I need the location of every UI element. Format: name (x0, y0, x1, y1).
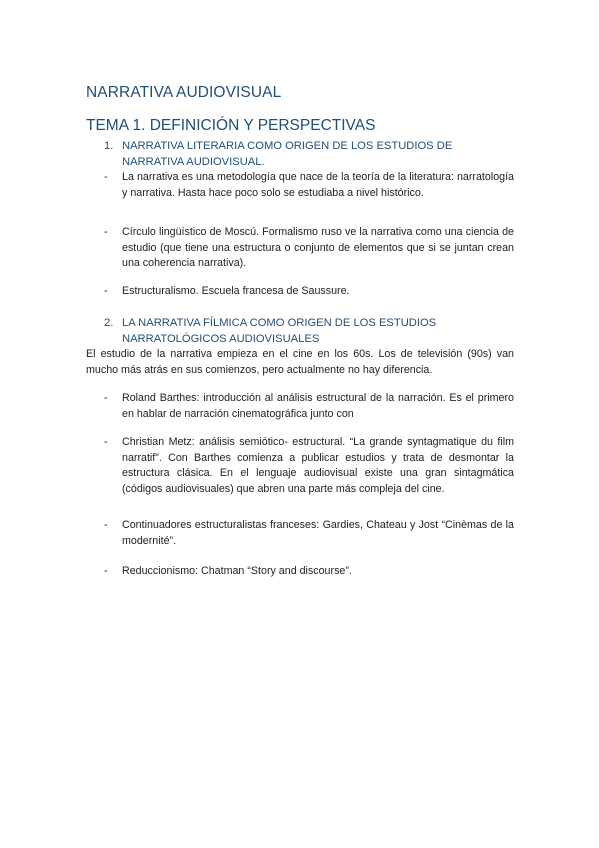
bullet-dash: - (104, 171, 108, 183)
bullet-text: Roland Barthes: introducción al análisis estructural de la narración. Es el primero en hablar de narración cinematográfica junto con (122, 392, 514, 420)
list-item (104, 170, 514, 201)
list-item (104, 225, 514, 272)
section2-heading (104, 315, 514, 347)
section2-heading-text: LA NARRATIVA FÍLMICA COMO ORIGEN DE LOS ESTUDIOS NARRATOLÓGICOS AUDIOVISUALES (122, 317, 437, 345)
bullet-text: Reduccionismo: Chatman “Story and discourse”. (122, 565, 352, 577)
bullet-dash: - (104, 436, 108, 448)
list-item (104, 564, 514, 580)
document-title: NARRATIVA AUDIOVISUAL (86, 84, 282, 101)
section2-intro: El estudio de la narrativa empieza en el cine en los 60s. Los de televisión (90s) van mucho más atrás en sus comienzos, pero actualmente no hay diferencia. (86, 348, 514, 376)
bullet-dash: - (104, 226, 108, 238)
list-item (104, 435, 514, 497)
section2-number: 2. (104, 317, 114, 329)
bullet-text: Continuadores estructuralistas franceses: Gardies, Chateau y Jost “Cinèmas de la modernité”. (122, 519, 514, 547)
list-item (104, 518, 514, 549)
bullet-text: Christian Metz: análisis semiótico- estructural. “La grande syntagmatique du film narratif”. Con Barthes comienza a publicar estudios y trata de desmontar la estructura clásica. En el lenguaje audiovisual existe una gran sintagmática (códigos audiovisuales) que abren una parte más compleja del cine. (122, 436, 514, 495)
topic-title: TEMA 1. DEFINICIÓN Y PERSPECTIVAS (86, 117, 376, 134)
list-item (104, 284, 514, 300)
list-item (104, 391, 514, 422)
bullet-text: Círculo lingüístico de Moscú. Formalismo ruso ve la narrativa como una ciencia de estudio (que tiene una estructura o conjunto de elementos que si se juntan crean una coherencia narrativa). (122, 226, 514, 269)
bullet-text: Estructuralismo. Escuela francesa de Saussure. (122, 285, 350, 297)
bullet-dash: - (104, 565, 108, 577)
section1-heading-text: NARRATIVA LITERARIA COMO ORIGEN DE LOS ESTUDIOS DE NARRATIVA AUDIOVISUAL. (122, 140, 453, 168)
section1-number: 1. (104, 140, 114, 152)
section1-heading (104, 138, 514, 170)
bullet-dash: - (104, 392, 108, 404)
bullet-text: La narrativa es una metodología que nace de la teoría de la literatura: narratología y narrativa. Hasta hace poco solo se estudiaba a nivel histórico. (122, 171, 514, 199)
bullet-dash: - (104, 519, 108, 531)
bullet-dash: - (104, 285, 108, 297)
